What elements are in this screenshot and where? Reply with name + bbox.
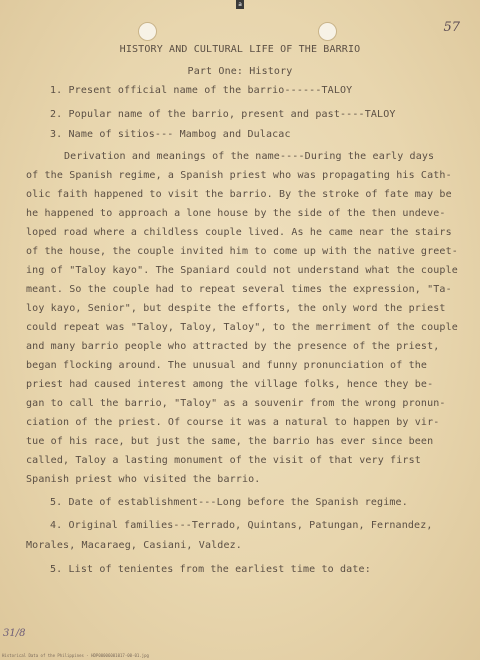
paragraph-line: olic faith happened to visit the barrio. By the stroke of fate may be xyxy=(26,189,452,200)
paragraph-line: he happened to approach a lone house by the side of the then undeve- xyxy=(26,208,446,219)
paragraph-line: ing of "Taloy kayo". The Spaniard could not understand what the couple xyxy=(26,265,458,276)
clip-mark: a xyxy=(236,0,244,9)
margin-annotation: 31/8 xyxy=(3,628,26,639)
paragraph-line: Derivation and meanings of the name----During the early days xyxy=(64,151,435,162)
paragraph-line: began flocking around. The unusual and funny pronunciation of the xyxy=(26,360,428,371)
paragraph-line: of the Spanish regime, a Spanish priest who was propagating his Cath- xyxy=(26,170,452,181)
paragraph-line: loped road where a childless couple lived. As he came near the stairs xyxy=(26,227,452,238)
paragraph-line: called, Taloy a lasting monument of the visit of that very first xyxy=(26,455,421,466)
item-sitios: 3. Name of sitios--- Mambog and Dulacac xyxy=(50,129,291,140)
item-original-families-cont: Morales, Macaraeg, Casiani, Valdez. xyxy=(26,540,242,551)
item-tenientes: 5. List of tenientes from the earliest time to date: xyxy=(50,564,371,575)
part-heading: Part One: History xyxy=(187,66,293,77)
item-establishment: 5. Date of establishment---Long before the Spanish regime. xyxy=(50,497,408,508)
punch-hole-left xyxy=(138,22,157,41)
item-official-name: 1. Present official name of the barrio------TALOY xyxy=(50,85,353,96)
paragraph-line: tue of his race, but just the same, the barrio has ever since been xyxy=(26,436,434,447)
paragraph-line: could repeat was "Taloy, Taloy, Taloy", to the merriment of the couple xyxy=(26,322,458,333)
paragraph-line: ciation of the priest. Of course it was a natural to happen by vir- xyxy=(26,417,440,428)
item-original-families: 4. Original families---Terrado, Quintans, Patungan, Fernandez, xyxy=(50,520,433,531)
punch-hole-right xyxy=(318,22,337,41)
paragraph-line: loy kayo, Senior", but despite the efforts, the only word the priest xyxy=(26,303,446,314)
paragraph-line: of the house, the couple invited him to come up with the native greet- xyxy=(26,246,458,257)
paragraph-line: Spanish priest who visited the barrio. xyxy=(26,474,261,485)
item-popular-name: 2. Popular name of the barrio, present and past----TALOY xyxy=(50,109,396,120)
paragraph-line: meant. So the couple had to repeat several times the expression, "Ta- xyxy=(26,284,452,295)
document-title: HISTORY AND CULTURAL LIFE OF THE BARRIO xyxy=(119,44,361,55)
archive-footer: Historical Data of the Philippines - HDP00006001017-00-01.jpg xyxy=(2,653,149,658)
paragraph-line: gan to call the barrio, "Taloy" as a souvenir from the wrong pronun- xyxy=(26,398,446,409)
page-number: 57 xyxy=(443,20,460,35)
paragraph-line: priest had caused interest among the village folks, hence they be- xyxy=(26,379,434,390)
paragraph-line: and many barrio people who attracted by the presence of the priest, xyxy=(26,341,440,352)
